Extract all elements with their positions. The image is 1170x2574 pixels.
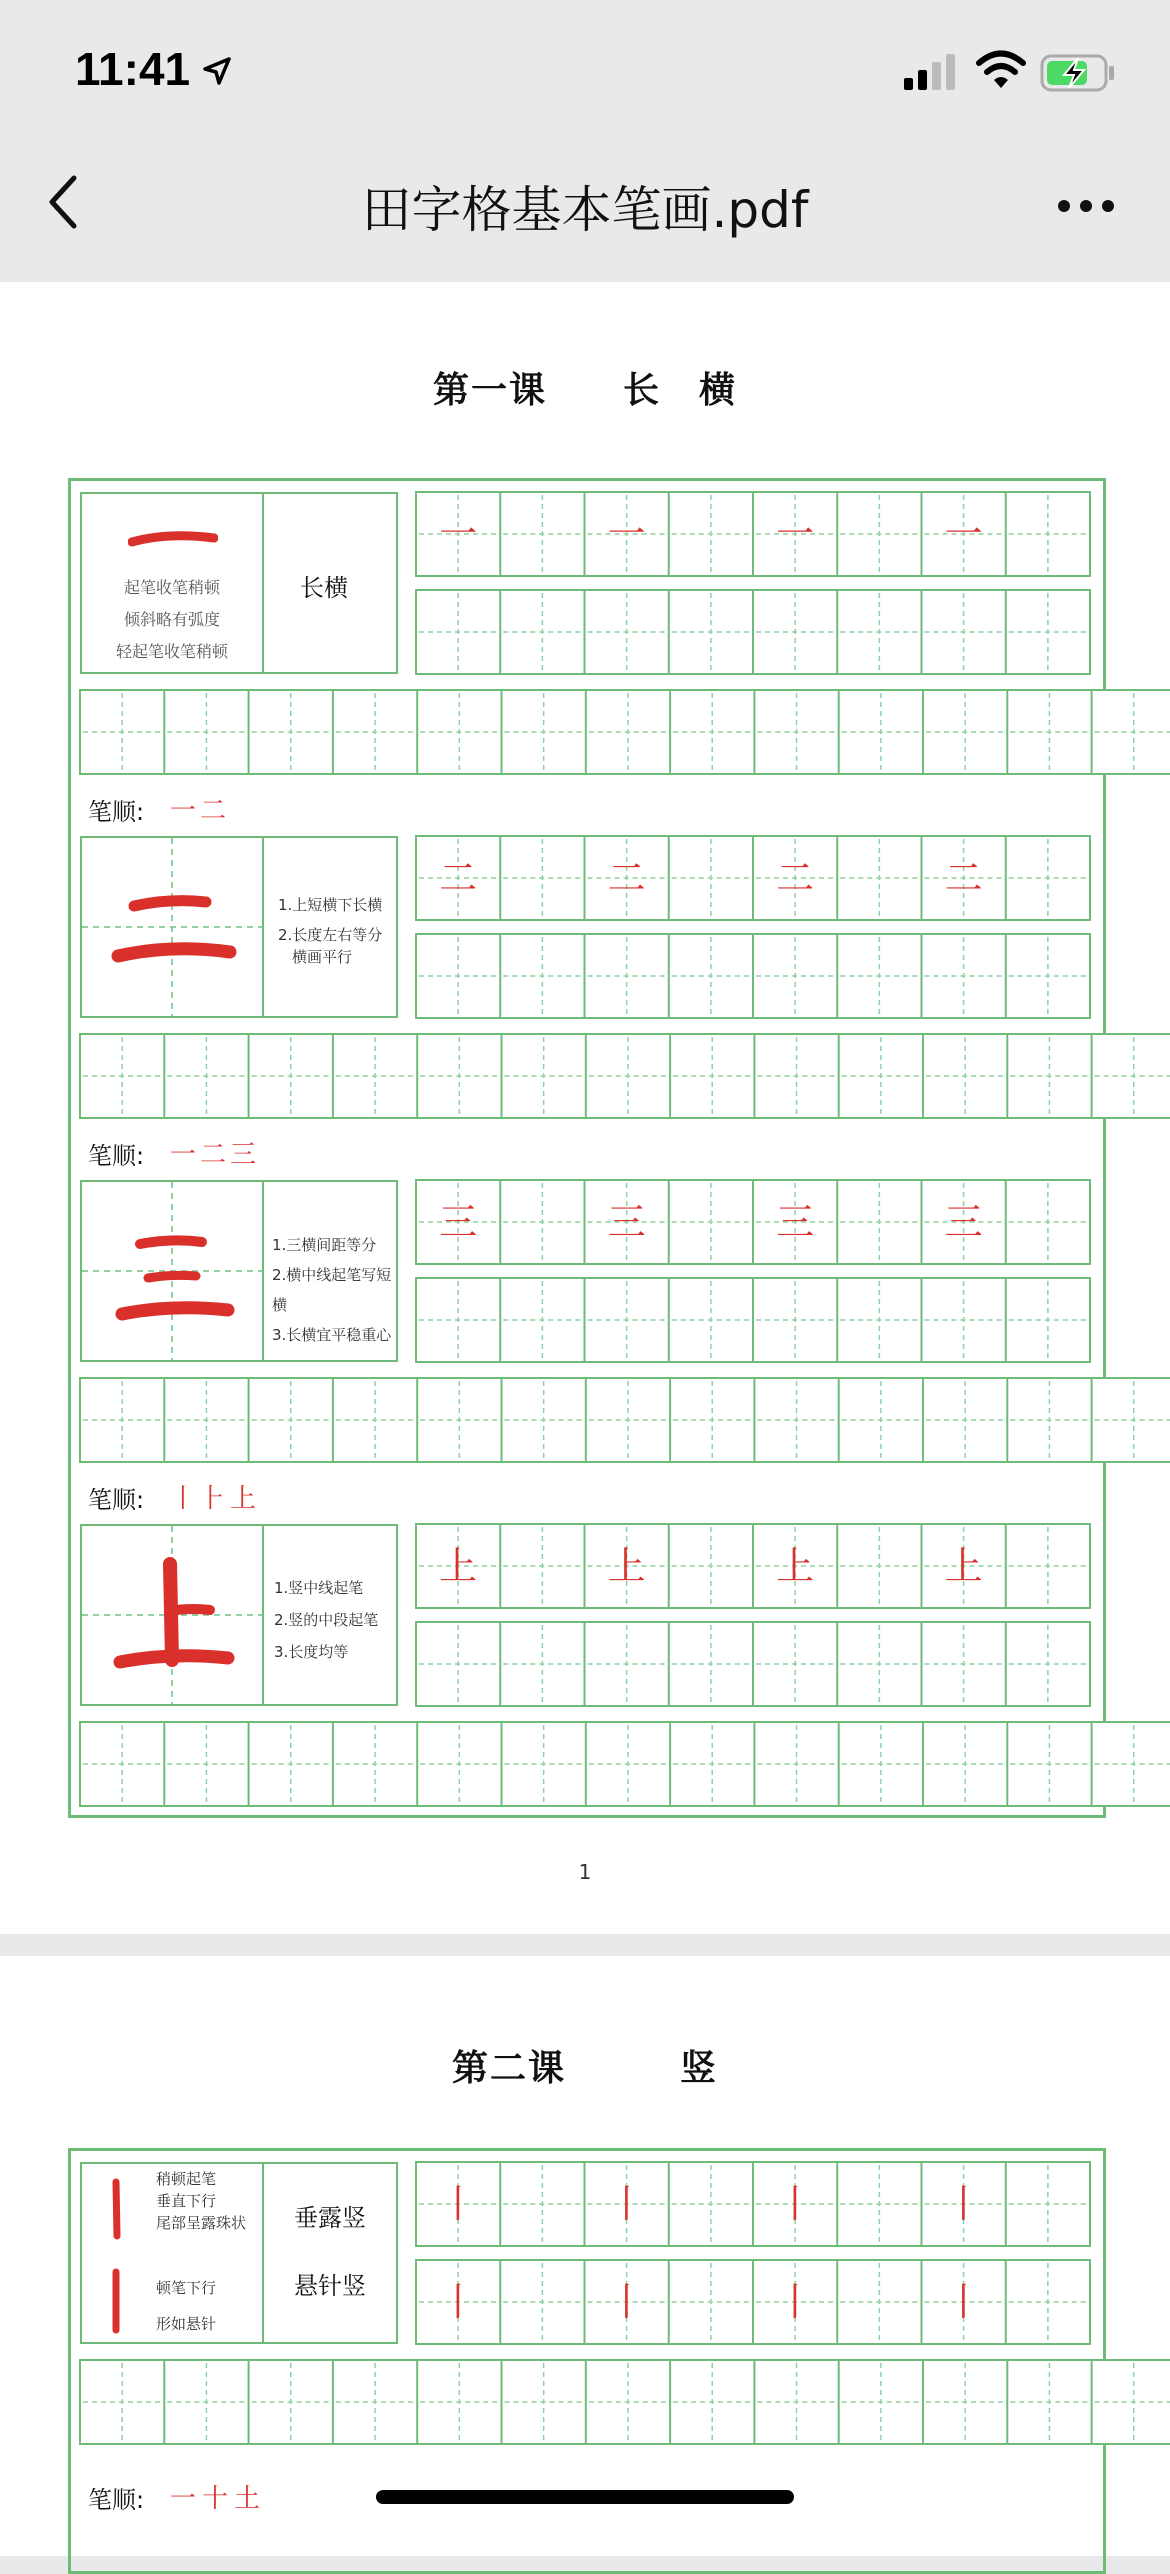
document-title: 田字格基本笔画.pdf (361, 181, 809, 239)
status-bar (0, 0, 1170, 140)
more-options-icon[interactable] (1056, 198, 1116, 214)
cellular-signal-icon (904, 54, 958, 90)
practice-sample-char: 二 (776, 856, 815, 900)
stroke-order-steps: 一二三 (170, 1140, 261, 1170)
practice-sample-char: 一 (607, 512, 646, 556)
stroke-order-steps: 一二 (170, 796, 231, 826)
practice-sample-char: 丨 (439, 2182, 478, 2226)
practice-sample-char: 丨 (776, 2280, 815, 2324)
practice-sample-char: 上 (944, 1544, 983, 1588)
tips-san: 1.三横间距等分 2.横中线起笔写短横 3.长横宜平稳重心 (272, 1236, 392, 1344)
wifi-icon (976, 50, 1026, 90)
practice-sample-char: 上 (607, 1544, 646, 1588)
tips-xuanzhen: 顿笔下行 形如悬针 (156, 2279, 217, 2333)
stroke-name: 垂露竖 (294, 2204, 366, 2232)
stroke-name: 长横 (300, 574, 348, 602)
practice-sample-char: 丨 (439, 2280, 478, 2324)
tips-er: 1.上短横下长横 2.长度左右等分 横画平行 (278, 896, 383, 966)
practice-sample-char: 丨 (776, 2182, 815, 2226)
practice-sample-char: 丨 (607, 2182, 646, 2226)
location-arrow-icon (202, 56, 232, 86)
pdf-page-1 (0, 282, 1170, 1934)
status-time: 11:41 (75, 43, 191, 95)
stroke-order-label: 笔顺: (88, 1142, 145, 1170)
practice-grid-page-2 (0, 1956, 1170, 2556)
practice-grid-page-1 (0, 282, 1170, 1934)
practice-sample-char: 二 (439, 856, 478, 900)
practice-sample-char: 丨 (944, 2280, 983, 2324)
practice-sample-char: 丨 (944, 2182, 983, 2226)
tips-shang: 1.竖中线起笔 2.竖的中段起笔 3.长度均等 (274, 1579, 379, 1661)
stroke-order-steps: 一十土 (170, 2484, 267, 2514)
home-indicator[interactable] (376, 2490, 794, 2504)
stroke-order-label: 笔顺: (88, 798, 145, 826)
tip-2: 倾斜略有弧度 (123, 610, 220, 629)
practice-sample-char: 上 (439, 1544, 478, 1588)
pdf-page-2 (0, 1956, 1170, 2556)
practice-sample-char: 上 (776, 1544, 815, 1588)
stroke-order-steps: 丨⺊上 (170, 1484, 261, 1514)
practice-sample-char: 三 (607, 1200, 646, 1244)
practice-sample-char: 三 (944, 1200, 983, 1244)
tip-1: 起笔收笔稍顿 (123, 578, 220, 597)
lesson-title: 第一课 长 横 (432, 370, 737, 411)
stroke-order-label: 笔顺: (88, 1486, 145, 1514)
tips-chuilu: 稍顿起笔 垂直下行 尾部呈露珠状 (156, 2170, 247, 2232)
stroke-order-label: 笔顺: (88, 2486, 145, 2514)
practice-sample-char: 二 (944, 856, 983, 900)
practice-sample-char: 三 (776, 1200, 815, 1244)
battery-charging-icon (1040, 54, 1116, 92)
page-number: 1 (578, 1860, 592, 1884)
practice-sample-char: 丨 (607, 2280, 646, 2324)
practice-sample-char: 一 (776, 512, 815, 556)
stroke-name: 悬针竖 (294, 2272, 366, 2300)
lesson-title: 第二课 竖 (451, 2048, 718, 2089)
tip-3: 轻起笔收笔稍顿 (115, 642, 228, 661)
practice-sample-char: 三 (439, 1200, 478, 1244)
practice-sample-char: 二 (607, 856, 646, 900)
practice-sample-char: 一 (944, 512, 983, 556)
practice-sample-char: 一 (439, 512, 478, 556)
